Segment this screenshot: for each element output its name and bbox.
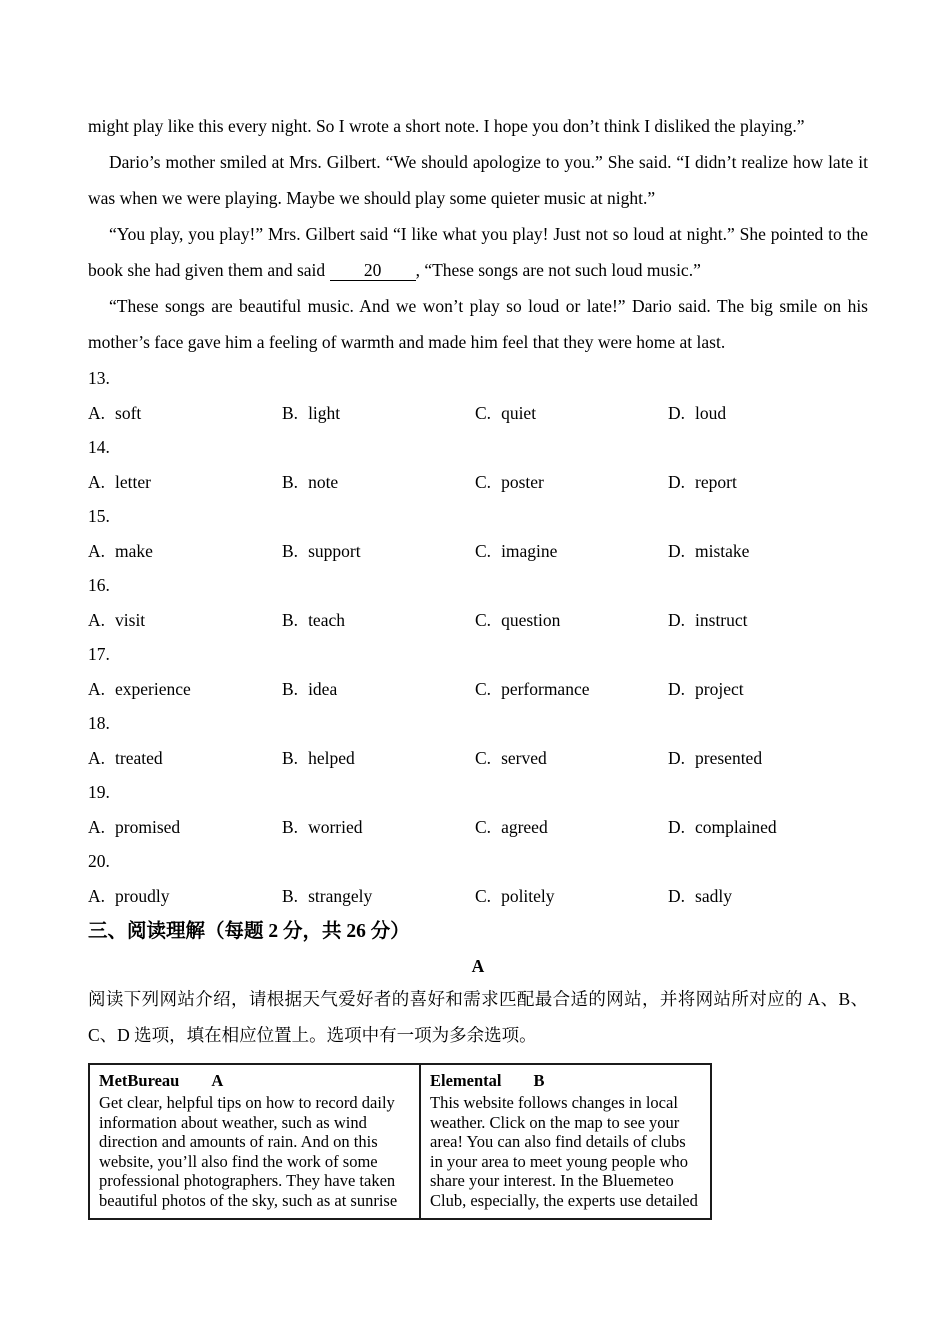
question-13 — [88, 361, 868, 430]
website-name: MetBureau — [99, 1071, 180, 1090]
option-d[interactable] — [668, 672, 868, 707]
question-number: 19. — [88, 782, 110, 802]
question-number: 14. — [88, 437, 110, 457]
option-c[interactable] — [475, 879, 668, 914]
option-text: report — [695, 471, 737, 492]
option-a[interactable] — [88, 879, 282, 914]
option-text: idea — [308, 678, 338, 699]
option-letter: C. — [475, 816, 492, 837]
website-title-row — [99, 1069, 411, 1093]
option-letter: B. — [282, 747, 299, 768]
option-a[interactable] — [88, 465, 282, 500]
option-letter: C. — [475, 471, 492, 492]
options-row — [88, 879, 868, 914]
option-letter: A. — [88, 816, 106, 837]
option-text: worried — [308, 816, 363, 837]
question-number: 18. — [88, 713, 110, 733]
option-c[interactable] — [475, 396, 668, 431]
section-heading: 三、阅读理解（每题 2 分，共 26 分） — [88, 921, 410, 942]
option-d[interactable] — [668, 603, 868, 638]
option-text: promised — [115, 816, 181, 837]
option-letter: A. — [88, 540, 106, 561]
option-letter: C. — [475, 885, 492, 906]
option-b[interactable] — [282, 672, 475, 707]
option-text: treated — [115, 747, 163, 768]
option-d[interactable] — [668, 741, 868, 776]
option-letter: A. — [88, 747, 106, 768]
option-b[interactable] — [282, 879, 475, 914]
option-letter: A. — [88, 471, 106, 492]
option-letter: B. — [282, 678, 299, 699]
option-letter: D. — [668, 747, 686, 768]
option-c[interactable] — [475, 741, 668, 776]
option-text: presented — [695, 747, 763, 768]
options-row — [88, 465, 868, 500]
question-number: 13. — [88, 368, 110, 388]
questions-list — [88, 361, 868, 913]
question-17 — [88, 637, 868, 706]
option-a[interactable] — [88, 672, 282, 707]
question-18 — [88, 706, 868, 775]
option-text: complained — [695, 816, 777, 837]
option-text: quiet — [501, 402, 537, 423]
option-letter: B. — [282, 402, 299, 423]
option-letter: D. — [668, 402, 686, 423]
option-b[interactable] — [282, 396, 475, 431]
option-text: note — [308, 471, 339, 492]
options-row — [88, 534, 868, 569]
website-answer-label: B — [533, 1071, 545, 1090]
options-row — [88, 741, 868, 776]
question-14 — [88, 430, 868, 499]
option-d[interactable] — [668, 465, 868, 500]
option-letter: B. — [282, 540, 299, 561]
option-text: served — [501, 747, 547, 768]
option-letter: D. — [668, 471, 686, 492]
passage-text-before-blank: “You play, you play!” Mrs. Gilbert said “I like what you play! Just not so loud at night.” She pointed to the book she had given them and said — [88, 224, 868, 280]
option-text: experience — [115, 678, 191, 699]
passage-paragraph-1: might play like this every night. So I wrote a short note. I hope you don’t think I disliked the playing.” — [88, 116, 805, 136]
options-row — [88, 810, 868, 845]
option-text: politely — [501, 885, 555, 906]
option-b[interactable] — [282, 810, 475, 845]
option-letter: D. — [668, 885, 686, 906]
option-letter: A. — [88, 402, 106, 423]
option-text: visit — [115, 609, 146, 630]
option-text: teach — [308, 609, 345, 630]
option-letter: C. — [475, 747, 492, 768]
instruction-text: 阅读下列网站介绍，请根据天气爱好者的喜好和需求匹配最合适的网站，并将网站所对应的 A、B、C、D 选项，填在相应位置上。选项中有一项为多余选项。 — [88, 989, 868, 1045]
option-letter: C. — [475, 609, 492, 630]
option-c[interactable] — [475, 534, 668, 569]
table-row — [89, 1064, 711, 1219]
option-a[interactable] — [88, 810, 282, 845]
option-text: poster — [501, 471, 544, 492]
option-text: soft — [115, 402, 142, 423]
option-b[interactable] — [282, 741, 475, 776]
option-text: agreed — [501, 816, 548, 837]
option-text: loud — [695, 402, 727, 423]
option-letter: A. — [88, 885, 106, 906]
option-letter: D. — [668, 816, 686, 837]
question-number: 16. — [88, 575, 110, 595]
option-a[interactable] — [88, 741, 282, 776]
option-letter: D. — [668, 540, 686, 561]
option-b[interactable] — [282, 465, 475, 500]
option-text: make — [115, 540, 153, 561]
option-text: performance — [501, 678, 590, 699]
passage-paragraph-4: “These songs are beautiful music. And we won’t play so loud or late!” Dario said. The big smile on his mother’s face gave him a feeling of warmth and made him feel that they were home at last. — [88, 296, 868, 352]
reading-passage — [88, 108, 868, 360]
question-number: 15. — [88, 506, 110, 526]
option-letter: B. — [282, 816, 299, 837]
part-label: A — [471, 956, 485, 976]
website-description: Get clear, helpful tips on how to record daily information about weather, such as wind direction and amounts of rain. And on this website, you’ll also find the work of some professional photographers. They have taken beautiful photos of the sky, such as at sunrise — [99, 1093, 398, 1210]
option-d[interactable] — [668, 879, 868, 914]
option-text: mistake — [695, 540, 750, 561]
option-a[interactable] — [88, 603, 282, 638]
website-answer-label: A — [211, 1071, 224, 1090]
passage-text-after-blank: , “These songs are not such loud music.” — [415, 260, 701, 280]
option-letter: A. — [88, 609, 106, 630]
question-16 — [88, 568, 868, 637]
table-cell-metbureau — [89, 1064, 420, 1219]
question-19 — [88, 775, 868, 844]
option-letter: A. — [88, 678, 106, 699]
option-a[interactable] — [88, 396, 282, 431]
option-letter: B. — [282, 471, 299, 492]
option-letter: C. — [475, 540, 492, 561]
option-text: strangely — [308, 885, 373, 906]
website-name: Elemental — [430, 1071, 502, 1090]
options-row — [88, 672, 868, 707]
option-text: sadly — [695, 885, 732, 906]
question-20 — [88, 844, 868, 913]
option-d[interactable] — [668, 810, 868, 845]
option-a[interactable] — [88, 534, 282, 569]
options-row — [88, 396, 868, 431]
option-letter: D. — [668, 678, 686, 699]
passage-paragraph-2: Dario’s mother smiled at Mrs. Gilbert. “We should apologize to you.” She said. “I didn’t realize how late it was when we were playing. Maybe we should play some quieter music at night.” — [88, 152, 868, 208]
option-letter: B. — [282, 885, 299, 906]
question-15 — [88, 499, 868, 568]
option-letter: C. — [475, 402, 492, 423]
option-text: imagine — [501, 540, 558, 561]
option-c[interactable] — [475, 810, 668, 845]
option-letter: D. — [668, 609, 686, 630]
table-cell-elemental — [420, 1064, 711, 1219]
fill-blank-20[interactable]: 20 — [330, 261, 416, 281]
question-number: 20. — [88, 851, 110, 871]
option-c[interactable] — [475, 603, 668, 638]
passage-paragraph-3 — [88, 216, 868, 288]
option-text: question — [501, 609, 561, 630]
option-text: helped — [308, 747, 355, 768]
options-row — [88, 603, 868, 638]
website-title-row — [430, 1069, 702, 1093]
option-text: instruct — [695, 609, 748, 630]
option-c[interactable] — [475, 672, 668, 707]
option-text: letter — [115, 471, 151, 492]
option-text: proudly — [115, 885, 170, 906]
option-text: project — [695, 678, 744, 699]
option-b[interactable] — [282, 534, 475, 569]
website-description: This website follows changes in local weather. Click on the map to see your area! You can also find details of clubs in your area to meet young people who share your interest. In the Bluemeteo Club, especially, the experts use detailed — [430, 1093, 698, 1210]
option-d[interactable] — [668, 534, 868, 569]
question-number: 17. — [88, 644, 110, 664]
option-text: support — [308, 540, 361, 561]
option-b[interactable] — [282, 603, 475, 638]
option-c[interactable] — [475, 465, 668, 500]
option-letter: C. — [475, 678, 492, 699]
option-d[interactable] — [668, 396, 868, 431]
option-letter: B. — [282, 609, 299, 630]
option-text: light — [308, 402, 341, 423]
websites-table — [88, 1063, 712, 1220]
